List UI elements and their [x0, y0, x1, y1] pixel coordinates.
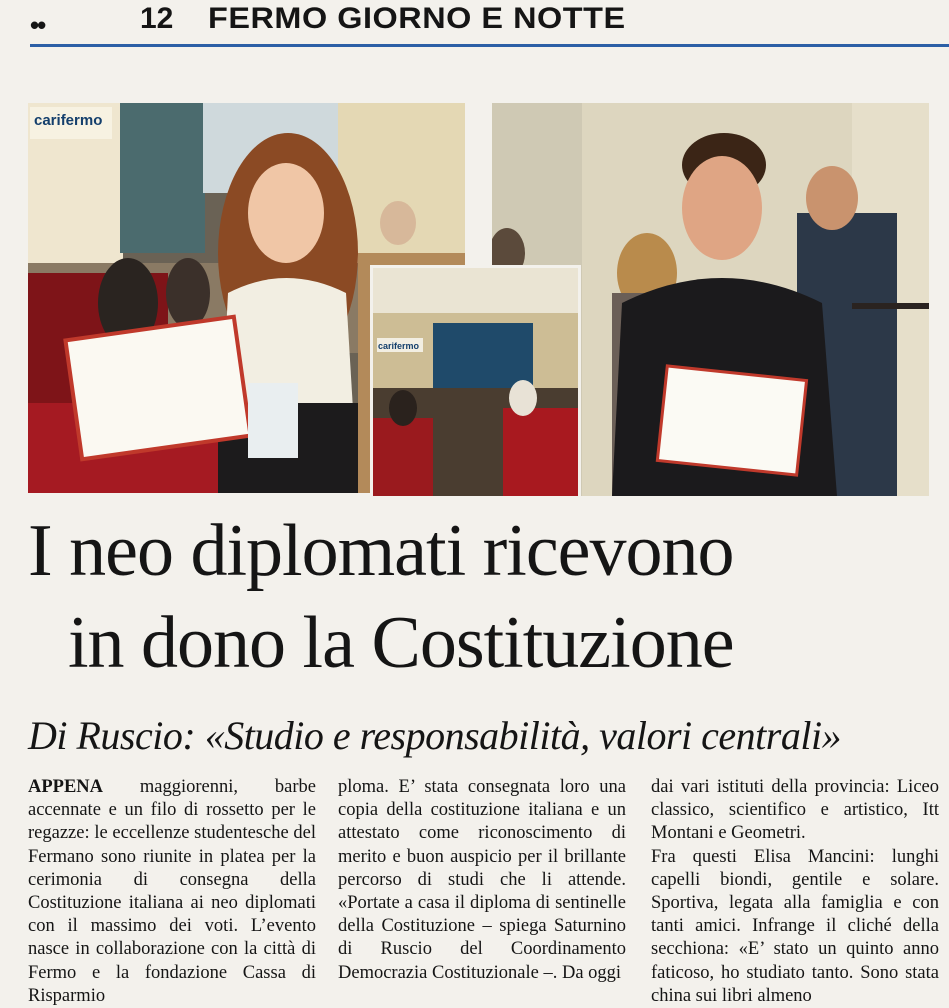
- headline-line-1: I neo diplomati ricevono: [28, 510, 734, 592]
- subheadline: Di Ruscio: «Studio e responsabilità, valori centrali»: [28, 713, 842, 758]
- column-1-text: maggiorenni, barbe accennate e un filo di rossetto per le regazze: le eccellenze studentesche del Fermano sono riunite in platea per la cerimonia di consegna della Costituzione italiana ai neo diplomati con il massimo dei voti. L’evento nasce in collaborazione con la città di Fermo e la fondazione Cassa di Risparmio: [28, 777, 316, 1006]
- column-1-paragraph: [28, 776, 316, 1008]
- column-3-paragraph-2: Fra questi Elisa Mancini: lunghi capelli biondi, gentile e solare. Sportiva, legata alla famiglia e con tanti amici. Infrange il cliché della secchiona: «E’ stato un quinto anno faticoso, ho studiato tanto. Sono stata china sui libri almeno: [651, 846, 939, 1006]
- article-column-1: [28, 776, 316, 1008]
- photo-ceremony-hall: [370, 265, 581, 499]
- column-3-paragraph-1: dai vari istituti della provincia: Liceo classico, scientifico e artistico, Itt Montani e Geometri.: [651, 777, 939, 844]
- page-number: 12: [140, 2, 174, 35]
- article-column-2: [338, 776, 626, 985]
- section-title: FERMO GIORNO E NOTTE: [208, 2, 626, 35]
- carifermo-banner-inset: carifermo: [378, 341, 420, 351]
- column-2-text: ploma. E’ stata consegnata loro una copia della costituzione italiana e un attestato come riconoscimento di merito e buon auspicio per il brillante percorso di studi che li attende. «Portate a casa il diploma di sentinelle della Costituzione – spiega Saturnino di Ruscio del Coordinamento Democrazia Costituzionale –. Da oggi: [338, 777, 626, 983]
- lead-word: APPENA: [28, 777, 104, 797]
- headline-line-2: in dono la Costituzione: [68, 602, 734, 684]
- page-header: [0, 0, 949, 48]
- carifermo-banner: carifermo: [34, 112, 103, 129]
- article-column-3: [651, 776, 939, 1008]
- page-dots: ••: [30, 10, 45, 40]
- header-rule: [30, 44, 949, 47]
